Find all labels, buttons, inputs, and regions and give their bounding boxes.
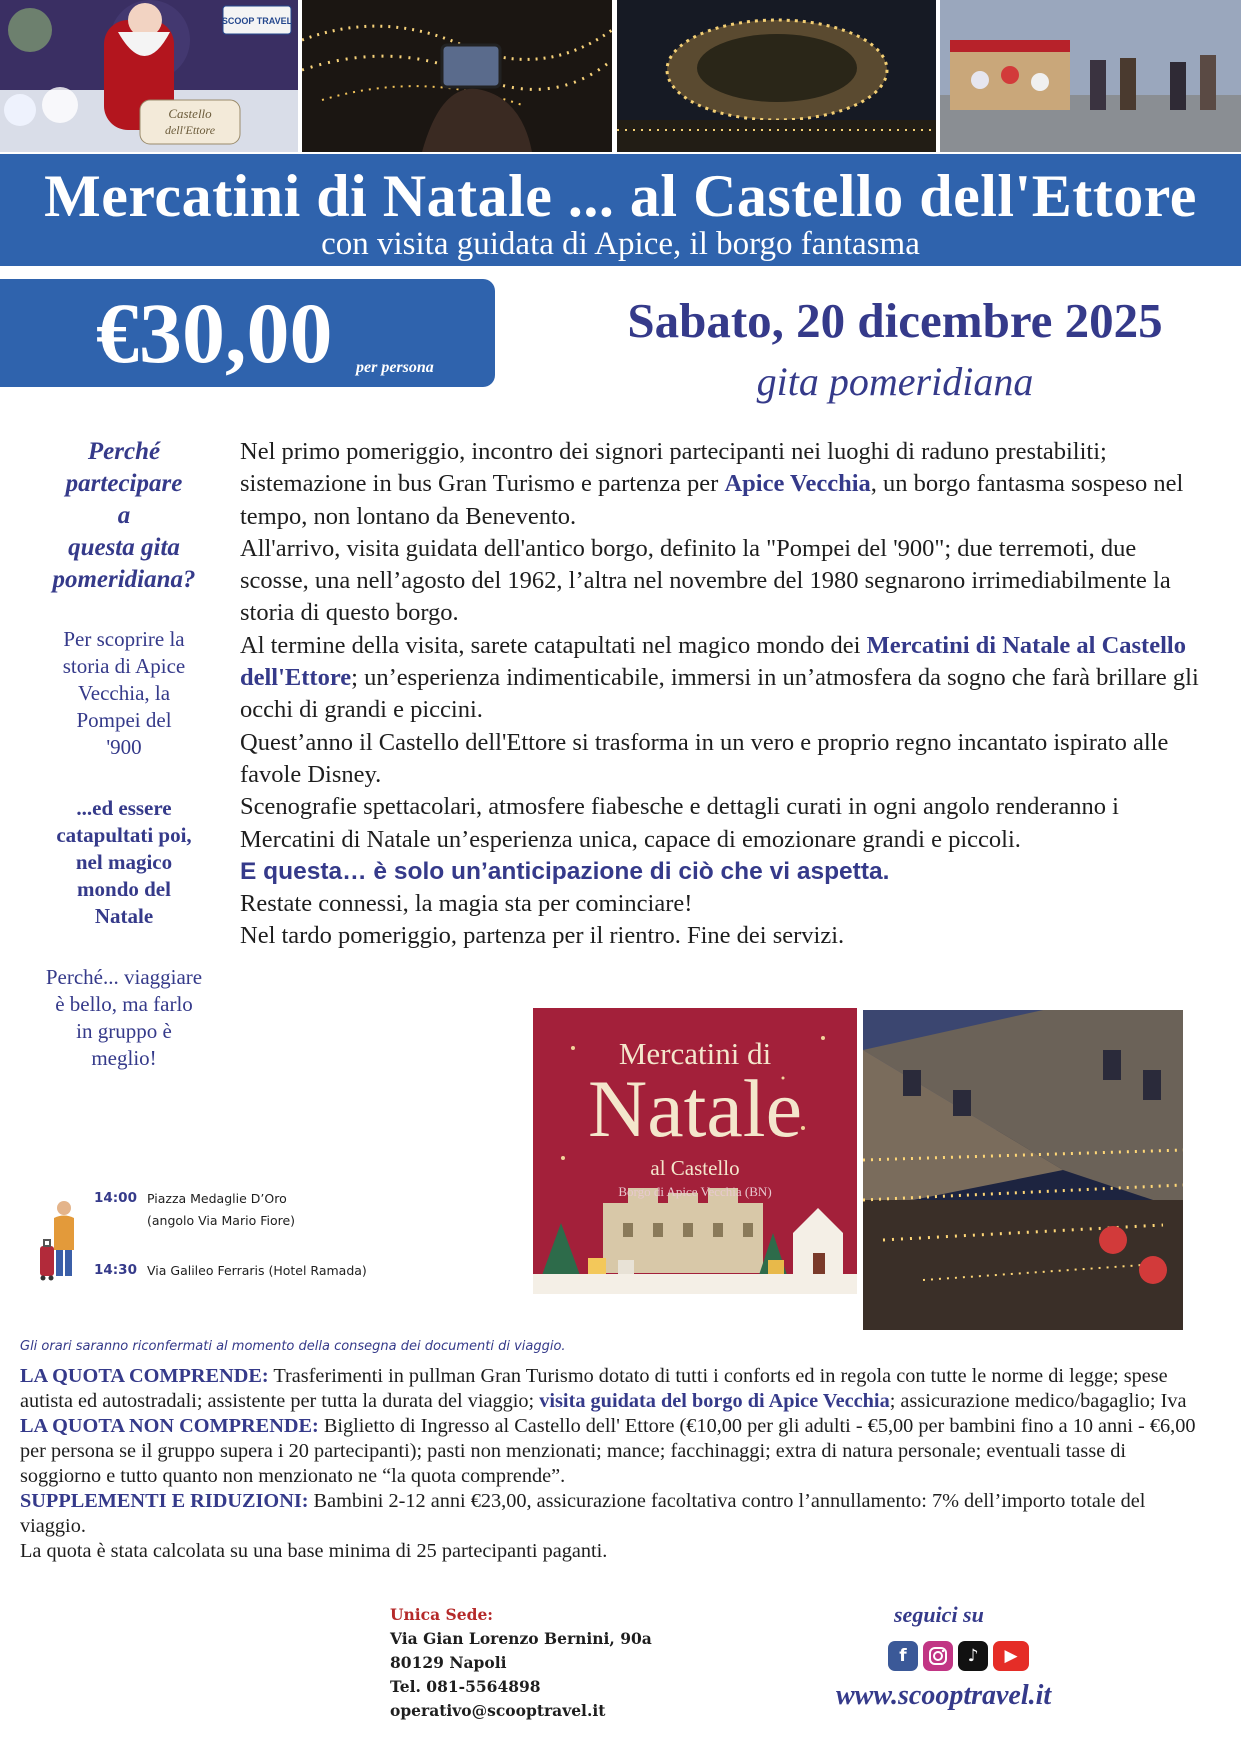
program-paragraph: Scenografie spettacolari, atmosfere fiabesche e dettagli curati in ogni angolo renderanno i Mercatini di Natale un’esperienza unica, capace di emozionare grandi e piccoli.	[240, 793, 1119, 853]
price-box	[0, 279, 495, 387]
reason-line: meglio!	[91, 1046, 157, 1070]
office-phone[interactable]: Tel. 081-5564898	[390, 1677, 541, 1696]
reason-history	[24, 626, 224, 761]
minimum-participants: La quota è stata calcolata su una base minima di 25 partecipanti paganti.	[20, 1540, 608, 1562]
program-paragraph: Quest’anno il Castello dell'Ettore si trasforma in un vero e proprio regno incantato ispirato alle favole Disney.	[240, 728, 1169, 788]
program-text	[240, 436, 1200, 953]
why-title	[24, 436, 224, 596]
photo-sign-line-1: Castello	[168, 106, 212, 121]
page-subtitle: con visita guidata di Apice, il borgo fantasma	[321, 226, 920, 262]
conditions	[20, 1364, 1210, 1564]
office-city: 80129 Napoli	[390, 1653, 507, 1672]
program-paragraph: Restate connessi, la magia sta per cominciare!	[240, 890, 693, 918]
meeting-time: 14:30	[94, 1262, 137, 1278]
reason-line: è bello, ma farlo	[55, 992, 193, 1016]
photo-market-stalls	[940, 0, 1241, 152]
program-text-span: Nel primo pomeriggio, incontro dei signori partecipanti nei luoghi di raduno prestabiliti; sistemazione in bus Gran Turismo e partenza per	[240, 438, 1107, 498]
trip-type: gita pomeridiana	[756, 359, 1034, 404]
highlight-apice-vecchia: Apice Vecchia	[724, 470, 871, 498]
includes-label: LA QUOTA COMPRENDE:	[20, 1365, 269, 1387]
program-paragraph	[240, 856, 1200, 888]
office-address: Via Gian Lorenzo Bernini, 90a	[390, 1629, 652, 1648]
reason-line: mondo del	[77, 877, 171, 901]
program-paragraph: Nel tardo pomeriggio, partenza per il rientro. Fine dei servizi.	[240, 922, 845, 950]
conditions-text: Trasferimenti in pullman Gran Turismo dotato di tutti i conforts ed in regola con tutte le norme di legge; spese autista ed autostradali; assistente per tutta la durata del viaggio;	[20, 1365, 1168, 1412]
highlight-teaser: E questa… è solo un’anticipazione di ciò che vi aspetta	[240, 857, 883, 885]
tiktok-icon[interactable]: ♪	[958, 1641, 988, 1671]
why-sidebar	[24, 436, 224, 1072]
times-note: Gli orari saranno riconfermati al momento della consegna dei documenti di viaggio.	[20, 1339, 566, 1354]
program-text-span: .	[882, 857, 890, 885]
trip-date: Sabato, 20 dicembre 2025	[627, 293, 1163, 348]
facebook-icon[interactable]: f	[888, 1641, 918, 1671]
includes-highlight: visita guidata del borgo di Apice Vecchia	[539, 1390, 890, 1412]
conditions-text: Bambini 2-12 anni €23,00, assicurazione facoltativa contro l’annullamento: 7% dell’importo totale del viaggio.	[20, 1490, 1146, 1537]
reason-christmas	[24, 795, 224, 930]
reason-line: in gruppo è	[76, 1019, 172, 1043]
website-link[interactable]: www.scooptravel.it	[836, 1680, 1052, 1711]
photo-castle-courtyard	[863, 1010, 1183, 1330]
office-label: Unica Sede:	[390, 1605, 494, 1624]
excludes-label: LA QUOTA NON COMPRENDE:	[20, 1415, 319, 1437]
why-title-line: Perché	[87, 438, 161, 465]
poster-line4: Borgo di Apice Vecchia (BN)	[618, 1184, 772, 1199]
why-title-line: pomeridiana?	[52, 566, 196, 593]
reason-group	[24, 964, 224, 1072]
follow-us-label: seguici su	[894, 1602, 984, 1627]
supplements-label: SUPPLEMENTI E RIDUZIONI:	[20, 1490, 309, 1512]
page-title: Mercatini di Natale ... al Castello dell'Ettore	[44, 163, 1197, 229]
photo-sign-line-2: dell'Ettore	[164, 123, 216, 137]
office-email[interactable]: operativo@scooptravel.it	[390, 1701, 606, 1720]
photo-santa-castle-sign	[0, 0, 298, 152]
conditions-text: Biglietto di Ingresso al Castello dell' Ettore (€10,00 per gli adulti - €5,00 per bambini fino a 10 anni - €6,00 per persona se il gruppo supera i 20 partecipanti); pasti non menzionati; mance; facchinaggi; extra di natura personale; eventuali tasse di soggiorno e tutto quanto non menzionato ne “la quota comprende”.	[20, 1415, 1196, 1487]
program-text-span: ; un’esperienza indimenticabile, immersi in un’atmosfera da sogno che farà brillare gli occhi di grandi e piccini.	[240, 664, 1199, 724]
photo-phone-lights	[302, 0, 612, 152]
price-note: per persona	[356, 359, 434, 376]
traveler-icon	[38, 1198, 86, 1282]
conditions-text: ; assicurazione medico/bagaglio; Iva	[889, 1390, 1187, 1412]
meeting-place: Piazza Medaglie D’Oro	[147, 1191, 287, 1206]
reason-line: Vecchia, la	[77, 681, 171, 705]
photo-castle-aerial	[617, 0, 936, 152]
reason-line: storia di Apice	[62, 654, 186, 678]
logo-scoop-travel: SCOOP TRAVEL	[221, 16, 293, 26]
reason-line: Per scoprire la	[63, 627, 185, 651]
youtube-icon[interactable]: ▶	[993, 1641, 1029, 1671]
highlight-mercatini: Mercatini di Natale al Castello dell'Ettore	[240, 631, 1186, 692]
reason-line: Perché... viaggiare	[45, 965, 203, 989]
program-text-span: Al termine della visita, sarete catapultati nel magico mondo dei	[240, 631, 867, 659]
meeting-place: Via Galileo Ferraris (Hotel Ramada)	[147, 1263, 367, 1278]
program-paragraph	[240, 436, 1200, 533]
title-banner	[0, 154, 1241, 266]
program-text-span: , un borgo fantasma sospeso nel tempo, non lontano da Benevento.	[240, 470, 1184, 530]
why-title-line: partecipare	[65, 470, 183, 497]
poster-line2: Natale	[588, 1063, 802, 1154]
program-paragraph: All'arrivo, visita guidata dell'antico borgo, definito la "Pompei del '900"; due terremoti, due scosse, una nell’agosto del 1962, l’altra nel novembre del 1980 segnarono irrimediabilmente la storia di questo borgo.	[240, 534, 1171, 627]
office-info	[390, 1603, 652, 1723]
meeting-time: 14:00	[94, 1190, 137, 1206]
reason-line: Natale	[94, 904, 154, 928]
meeting-detail: (angolo Via Mario Fiore)	[147, 1213, 296, 1228]
reason-line: Pompei del	[76, 708, 172, 732]
program-paragraph	[240, 630, 1200, 727]
reason-line: nel magico	[75, 850, 173, 874]
includes-paragraph	[20, 1364, 1210, 1414]
price-value: €30,00	[96, 285, 333, 381]
supplements-paragraph	[20, 1489, 1210, 1539]
excludes-paragraph	[20, 1414, 1210, 1489]
instagram-icon[interactable]	[923, 1641, 953, 1671]
reason-line: ...ed essere	[76, 796, 172, 820]
poster-line3: al Castello	[650, 1156, 740, 1180]
poster-line1: Mercatini di	[618, 1036, 772, 1071]
why-title-line: a	[117, 502, 131, 529]
reason-line: catapultati poi,	[56, 823, 192, 847]
why-title-line: questa gita	[68, 534, 180, 561]
reason-line: '900	[106, 735, 142, 759]
mercatini-poster	[533, 1008, 857, 1294]
